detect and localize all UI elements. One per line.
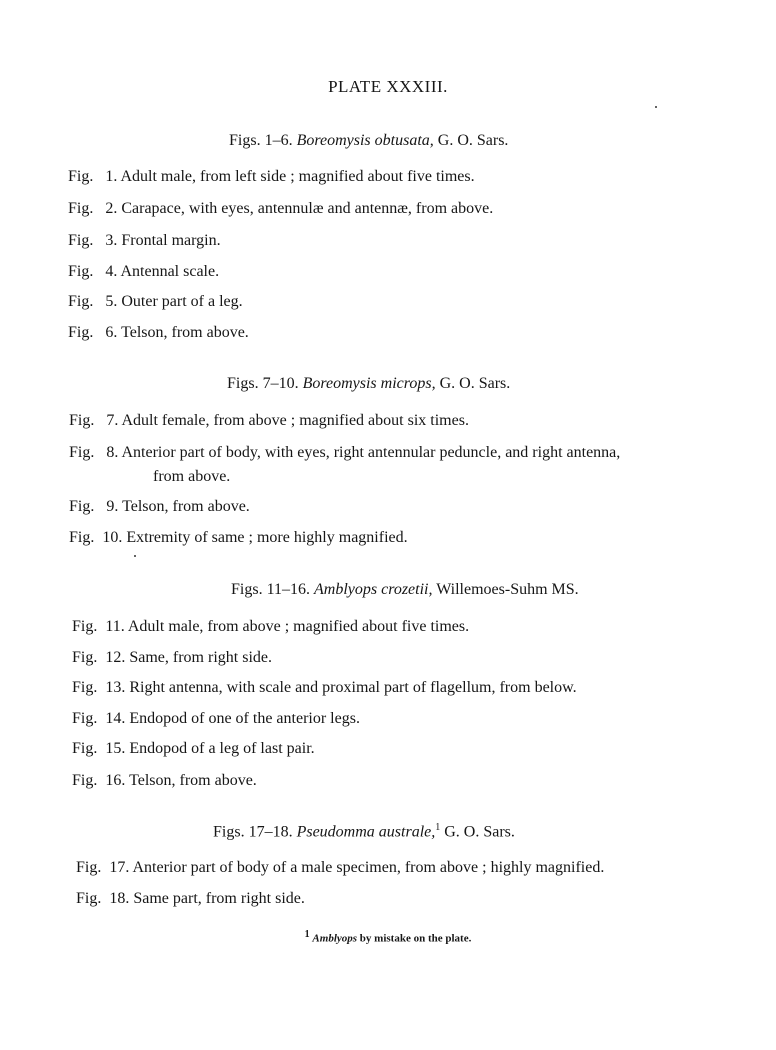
fig-number: 1. bbox=[105, 168, 118, 185]
fig-label: Fig. bbox=[69, 498, 95, 515]
fig-text: Anterior part of body, with eyes, right antennular peduncle, and right antenna, bbox=[121, 444, 621, 461]
footnote-text: by mistake on the plate. bbox=[359, 932, 472, 945]
fig-number: 3. bbox=[105, 232, 118, 249]
fig-text: Adult female, from above ; magnified about six times. bbox=[121, 412, 469, 429]
fig-number: 8. bbox=[106, 444, 119, 461]
fig-text: Same part, from right side. bbox=[133, 890, 305, 907]
fig-label: Fig. bbox=[72, 740, 98, 757]
footnote bbox=[0, 929, 776, 945]
figure-caption bbox=[68, 199, 493, 219]
section-heading bbox=[227, 375, 510, 393]
fig-number: 13. bbox=[105, 679, 126, 696]
fig-label: Fig. bbox=[69, 529, 95, 546]
figure-caption bbox=[69, 497, 250, 517]
species-author: Willemoes-Suhm MS. bbox=[436, 581, 579, 598]
figure-caption bbox=[76, 858, 604, 878]
figure-caption bbox=[69, 411, 469, 431]
fig-number: 11. bbox=[105, 618, 125, 635]
footnote-marker: 1 bbox=[304, 929, 310, 940]
fig-text: Adult male, from above ; magnified about five times. bbox=[127, 618, 470, 635]
figure-caption bbox=[68, 292, 243, 312]
fig-text: Adult male, from left side ; magnified about five times. bbox=[120, 168, 475, 185]
fig-text: Endopod of a leg of last pair. bbox=[129, 740, 315, 757]
figs-range: Figs. 1–6. bbox=[229, 132, 293, 149]
figure-caption bbox=[76, 889, 305, 909]
figure-caption bbox=[68, 231, 221, 251]
scan-speck bbox=[655, 106, 657, 108]
fig-label: Fig. bbox=[72, 772, 98, 789]
figure-caption bbox=[72, 617, 469, 637]
figure-caption bbox=[68, 323, 249, 343]
fig-label: Fig. bbox=[69, 412, 95, 429]
plate-title: PLATE XXXIII. bbox=[328, 77, 448, 96]
fig-number: 7. bbox=[106, 412, 119, 429]
figure-caption bbox=[72, 739, 315, 759]
species-name: Amblyops crozetii, bbox=[313, 581, 433, 598]
species-author: G. O. Sars. bbox=[439, 375, 511, 392]
figure-caption bbox=[72, 771, 257, 791]
figs-range: Figs. 11–16. bbox=[231, 581, 310, 598]
fig-text: Frontal margin. bbox=[121, 232, 221, 249]
fig-text: Telson, from above. bbox=[129, 772, 257, 789]
species-author: G. O. Sars. bbox=[437, 132, 509, 149]
scan-speck bbox=[134, 555, 136, 557]
fig-text: Antennal scale. bbox=[120, 263, 220, 280]
figure-caption bbox=[72, 678, 577, 698]
fig-label: Fig. bbox=[68, 232, 94, 249]
fig-text: Extremity of same ; more highly magnified. bbox=[126, 529, 408, 546]
figs-range: Figs. 7–10. bbox=[227, 375, 299, 392]
fig-text: Right antenna, with scale and proximal part of flagellum, from below. bbox=[129, 679, 577, 696]
fig-label: Fig. bbox=[72, 710, 98, 727]
figure-caption bbox=[68, 167, 475, 187]
fig-number: 17. bbox=[109, 859, 130, 876]
figure-caption bbox=[72, 709, 360, 729]
fig-label: Fig. bbox=[68, 293, 94, 310]
fig-number: 14. bbox=[105, 710, 126, 727]
fig-text: Telson, from above. bbox=[121, 324, 249, 341]
fig-number: 16. bbox=[105, 772, 126, 789]
fig-number: 2. bbox=[105, 200, 118, 217]
fig-label: Fig. bbox=[72, 618, 98, 635]
fig-text: Same, from right side. bbox=[129, 649, 272, 666]
fig-text-continuation: from above. bbox=[153, 468, 231, 485]
fig-label: Fig. bbox=[76, 859, 102, 876]
fig-number: 18. bbox=[109, 890, 130, 907]
fig-text: Telson, from above. bbox=[122, 498, 250, 515]
fig-text: Carapace, with eyes, antennulæ and antennæ, from above. bbox=[121, 200, 494, 217]
fig-label: Fig. bbox=[76, 890, 102, 907]
fig-number: 15. bbox=[105, 740, 126, 757]
section-heading bbox=[213, 822, 515, 841]
fig-label: Fig. bbox=[69, 444, 95, 461]
fig-number: 12. bbox=[105, 649, 126, 666]
figure-caption bbox=[69, 528, 408, 548]
figure-caption bbox=[68, 262, 219, 282]
fig-number: 9. bbox=[106, 498, 119, 515]
section-heading bbox=[229, 132, 508, 150]
fig-text: Outer part of a leg. bbox=[121, 293, 243, 310]
fig-label: Fig. bbox=[68, 168, 94, 185]
fig-text: Endopod of one of the anterior legs. bbox=[129, 710, 360, 727]
footnote-marker: 1 bbox=[435, 822, 441, 833]
fig-label: Fig. bbox=[68, 263, 94, 280]
species-name: Boreomysis microps, bbox=[302, 375, 436, 392]
figs-range: Figs. 17–18. bbox=[213, 823, 293, 841]
fig-label: Fig. bbox=[72, 679, 98, 696]
species-name: Pseudomma australe, bbox=[296, 823, 436, 841]
figure-caption bbox=[69, 443, 620, 487]
fig-label: Fig. bbox=[68, 324, 94, 341]
fig-text: Anterior part of body of a male specimen, from above ; highly magnified. bbox=[132, 859, 605, 876]
species-name: Boreomysis obtusata, bbox=[296, 132, 434, 149]
fig-label: Fig. bbox=[72, 649, 98, 666]
fig-number: 5. bbox=[105, 293, 118, 310]
figure-caption bbox=[72, 648, 272, 668]
fig-number: 4. bbox=[105, 263, 118, 280]
fig-number: 6. bbox=[105, 324, 118, 341]
fig-label: Fig. bbox=[68, 200, 94, 217]
section-heading bbox=[231, 581, 579, 599]
species-author: G. O. Sars. bbox=[444, 823, 515, 841]
fig-number: 10. bbox=[102, 529, 123, 546]
footnote-genus: Amblyops bbox=[312, 932, 358, 945]
